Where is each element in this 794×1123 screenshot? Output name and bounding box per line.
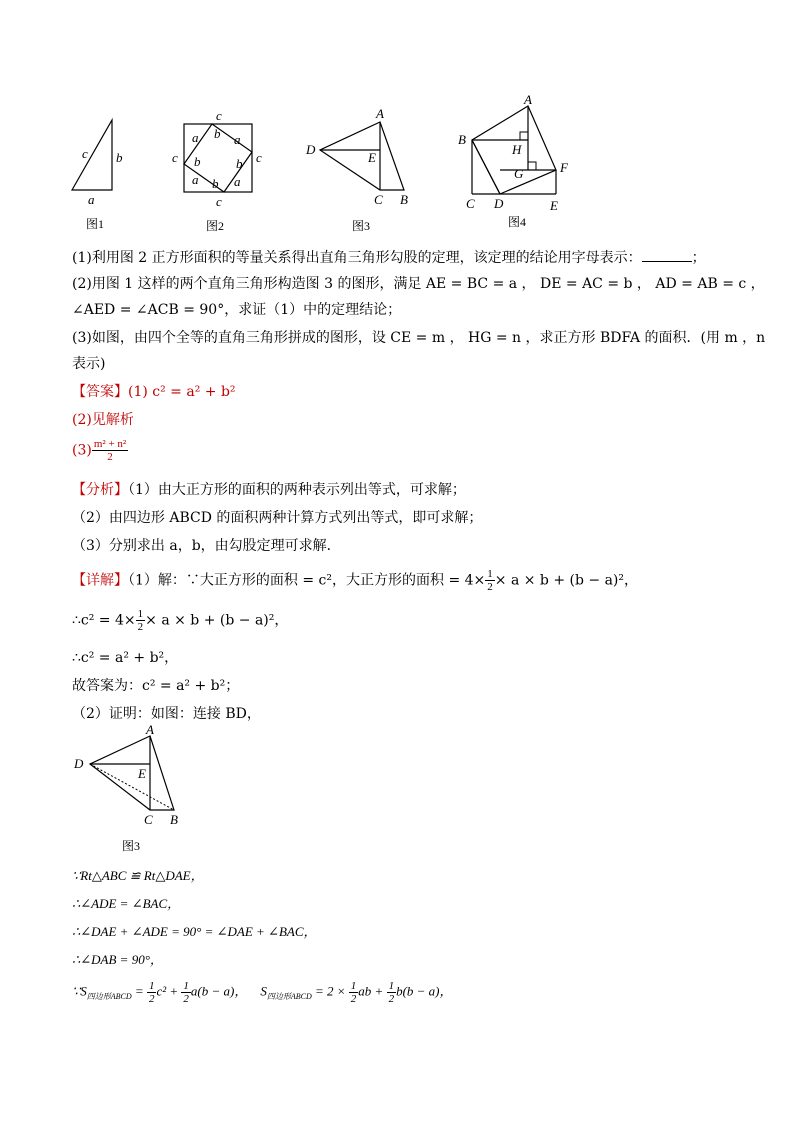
fig3b-label-E: E xyxy=(138,766,146,781)
fig4-label-C: C xyxy=(466,196,475,211)
fig4-label-B: B xyxy=(458,132,466,147)
figure-4 xyxy=(456,92,586,232)
figure-4-drawing xyxy=(456,92,586,232)
half-num: 1 xyxy=(148,980,155,992)
fig3b-label-B: B xyxy=(170,812,178,827)
p5-half-3 xyxy=(349,980,359,1005)
answer-3-numerator: m² + n² xyxy=(93,438,127,450)
detail-2-half xyxy=(136,608,146,633)
figure-3-drawing xyxy=(300,104,424,234)
fig2-label-a1: a xyxy=(192,130,199,145)
answer-2: (2)见解析 xyxy=(72,412,134,428)
analysis-1: （1）由大正方形的面积的两种表示列出等式，可求解； xyxy=(128,482,466,498)
question-2-line-1: (2)用图 1 这样的两个直角三角形构造图 3 的图形，满足 AE = BC = a ， DE = AC = b ， AD = AB = c ， xyxy=(72,276,765,292)
fig2-label-b2: b xyxy=(236,156,243,171)
answer-3-fraction xyxy=(92,438,128,463)
question-3-line-2: 表示) xyxy=(72,356,106,372)
fig2-label-c-left: c xyxy=(172,150,178,165)
p5-sub2: 四边形ABCD xyxy=(266,992,312,1002)
proof-2: ∴∠ADE = ∠BAC， xyxy=(72,896,181,911)
detail-5: （2）证明：如图：连接 BD， xyxy=(72,706,261,722)
half-num: 1 xyxy=(183,980,189,992)
p5-d: a(b − a)， xyxy=(190,983,248,999)
figure-3-proof-drawing xyxy=(66,724,196,854)
answer-blank xyxy=(642,249,692,262)
answer-1: (1) c² = a² + b² xyxy=(128,384,236,400)
fig2-label-c-top: c xyxy=(216,108,222,123)
answer-3-denominator: 2 xyxy=(107,451,113,463)
fig4-label-F: F xyxy=(560,160,568,175)
fig3-label-D: D xyxy=(306,142,316,157)
fig3b-caption: 图3 xyxy=(122,839,141,853)
figure-3-proof xyxy=(66,724,196,854)
fig1-label-c: c xyxy=(82,146,88,161)
half-num: 1 xyxy=(388,980,395,992)
detail-label: 【详解】 xyxy=(72,572,128,589)
fig3b-label-C: C xyxy=(144,812,153,827)
fig3-label-C: C xyxy=(374,192,383,207)
fig2-label-a4: a xyxy=(192,172,199,187)
half-num: 1 xyxy=(487,568,493,580)
fig4-label-E: E xyxy=(550,198,558,213)
p5-half-2 xyxy=(181,980,191,1005)
p5-b: = xyxy=(131,983,147,999)
half-num: 1 xyxy=(350,980,357,992)
detail-2-tail: × a × b + (b − a)²， xyxy=(145,612,289,629)
analysis-3: （3）分别求出 a，b，由勾股定理可求解． xyxy=(72,538,341,554)
fig3-label-E: E xyxy=(368,150,376,165)
half-den: 2 xyxy=(183,993,189,1005)
question-1-text: (1)利用图 2 正方形面积的等量关系得出直角三角形勾股的定理，该定理的结论用字母表示： xyxy=(72,250,642,266)
detail-2-head: ∴c² = 4× xyxy=(72,612,136,629)
p5-h: b(b − a)， xyxy=(396,983,453,999)
answer-label: 【答案】 xyxy=(72,384,128,400)
fig1-label-b: b xyxy=(116,150,123,165)
detail-line-2 xyxy=(72,608,732,638)
figure-3 xyxy=(300,104,424,234)
half-den: 2 xyxy=(487,581,493,593)
p5-g: ab + xyxy=(358,983,387,999)
detail-1-tail: × a × b + (b − a)²， xyxy=(494,572,638,589)
figure-2-drawing xyxy=(168,106,278,232)
fig4-label-A: A xyxy=(524,92,532,107)
fig3-label-A: A xyxy=(376,106,384,121)
fig2-label-c-right: c xyxy=(256,150,262,165)
fig2-label-c-bottom: c xyxy=(216,194,222,209)
detail-1-half xyxy=(485,568,495,593)
fig3b-label-D: D xyxy=(74,756,84,771)
p5-a: ∵S xyxy=(72,983,87,999)
fig1-caption: 图1 xyxy=(86,217,105,231)
half-den: 2 xyxy=(137,621,144,633)
analysis-2: （2）由四边形 ABCD 的面积两种计算方式列出等式，即可求解； xyxy=(72,510,483,526)
detail-1-text: （1）解：∵大正方形的面积 = c²，大正方形的面积 = 4× xyxy=(128,572,486,589)
fig4-label-H: H xyxy=(512,142,522,157)
p5-e: S xyxy=(260,983,267,999)
answer-3-prefix: (3) xyxy=(72,442,92,459)
figure-1 xyxy=(64,112,134,232)
figure-2 xyxy=(168,106,278,232)
detail-3: ∴c² = a² + b²， xyxy=(72,650,179,666)
fig1-label-a: a xyxy=(88,192,95,207)
fig2-label-b1: b xyxy=(214,126,221,141)
p5-f: = 2 × xyxy=(311,983,349,999)
fig3-caption: 图3 xyxy=(352,219,371,233)
fig2-label-b4: b xyxy=(194,154,201,169)
half-den: 2 xyxy=(350,993,357,1005)
proof-1: ∵Rt△ABC ≌ Rt△DAE， xyxy=(72,868,204,883)
fig2-label-b3: b xyxy=(212,176,219,191)
fig2-caption: 图2 xyxy=(206,219,225,232)
fig2-label-a2: a xyxy=(234,132,241,147)
proof-5 xyxy=(72,980,732,1012)
proof-3: ∴∠DAE + ∠ADE = 90° = ∠DAE + ∠BAC， xyxy=(72,924,317,939)
question-3-line-1: (3)如图，由四个全等的直角三角形拼成的图形，设 CE = m ， HG = n ，求正方形 BDFA 的面积．(用 m ，n xyxy=(72,330,766,346)
detail-line-1 xyxy=(72,568,732,598)
p5-c: c² + xyxy=(156,983,182,999)
analysis-label: 【分析】 xyxy=(72,482,128,498)
fig2-label-a3: a xyxy=(234,174,241,189)
fig3b-label-A: A xyxy=(146,724,154,737)
question-1 xyxy=(72,248,732,268)
analysis-line-1 xyxy=(72,480,732,500)
proof-4: ∴∠DAB = 90°， xyxy=(72,952,163,967)
question-1-end: ； xyxy=(691,250,706,266)
question-2-line-2: ∠AED = ∠ACB = 90°，求证（1）中的定理结论； xyxy=(72,302,402,318)
half-num: 1 xyxy=(137,608,144,620)
p5-half-4 xyxy=(387,980,397,1005)
half-den: 2 xyxy=(388,993,395,1005)
fig3-label-B: B xyxy=(400,192,408,207)
fig4-label-D: D xyxy=(494,196,504,211)
figure-1-drawing xyxy=(64,112,134,232)
fig4-caption: 图4 xyxy=(508,215,527,229)
fig4-label-G: G xyxy=(514,166,524,181)
p5-sub1: 四边形ABCD xyxy=(86,992,132,1002)
answer-line-1 xyxy=(72,382,732,402)
detail-4: 故答案为：c² = a² + b²； xyxy=(72,678,240,694)
half-den: 2 xyxy=(148,993,155,1005)
answer-line-3 xyxy=(72,438,732,470)
